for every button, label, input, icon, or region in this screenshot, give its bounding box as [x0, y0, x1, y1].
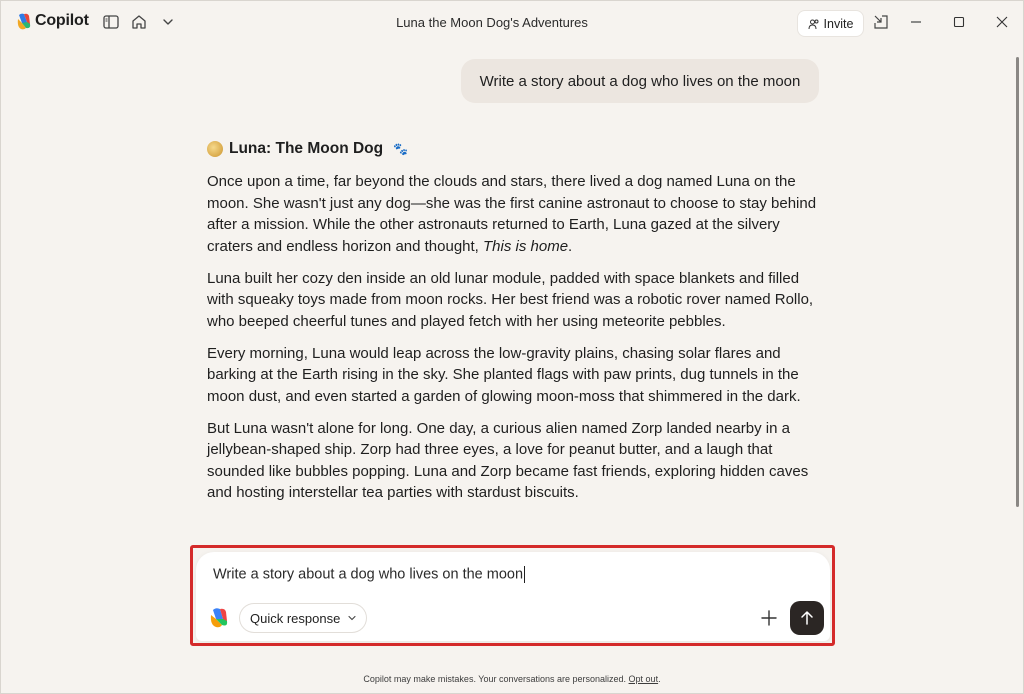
paw-print-icon: 🐾 — [393, 142, 409, 156]
disclaimer-footer — [1, 674, 1023, 684]
window-title: Luna the Moon Dog's Adventures — [396, 15, 588, 30]
response-paragraph-1-text: Once upon a time, far beyond the clouds and stars, there lived a dog named Luna on the moon. She wasn't just any dog—she was the first canine astronaut to choose to stay behind after a mission. While the other astronauts returned to Earth, Luna gazed at the silvery craters and endless horizon and thought, — [207, 173, 817, 255]
response-paragraph-1-italic: This is home — [483, 237, 569, 255]
user-message-text: Write a story about a dog who lives on the moon — [479, 72, 801, 90]
invite-people-icon — [808, 18, 820, 30]
disclaimer-text: Copilot may make mistakes. Your conversations are personalized. — [363, 674, 629, 684]
response-paragraph-2: Luna built her cozy den inside an old lunar module, padded with space blankets and filled with squeaky toys made from moon rocks. Her best friend was a robotic rover named Rollo, who beeped cheerful tunes and played fetch with her using meteorite pebbles. — [207, 269, 814, 330]
disclaimer-end: . — [658, 674, 661, 684]
user-message-bubble — [461, 59, 819, 103]
response-mode-label: Quick response — [250, 610, 341, 626]
response-paragraph-3: Every morning, Luna would leap across the low-gravity plains, chasing solar flares and barking at the Earth rising in the sky. She planted flags with paw prints, dug tunnels in the moon dust, and even started a garden of glowing moon-moss that shimmered in the dark. — [207, 344, 801, 405]
text-caret — [524, 566, 525, 583]
invite-button[interactable] — [798, 11, 863, 36]
invite-label: Invite — [823, 16, 854, 31]
response-paragraph-4: But Luna wasn't alone for long. One day, a curious alien named Zorp landed nearby in a jellybean-shaped ship. Zorp had three eyes, a love for peanut butter, and a laugh that sounded like bubbles popping. Luna and Zorp became fast friends, exploring hidden caves and hosting interstellar tea parties with stardust biscuits. — [207, 419, 809, 501]
moon-emoji-icon — [207, 141, 223, 157]
title-bar — [1, 1, 1023, 45]
app-name: Copilot — [35, 12, 89, 29]
assistant-response — [207, 137, 817, 514]
minimize-icon[interactable] — [908, 14, 924, 30]
scrollbar-thumb[interactable] — [1016, 57, 1019, 507]
response-title-text: Luna: The Moon Dog — [229, 140, 384, 157]
response-mode-dropdown[interactable] — [240, 604, 366, 632]
response-paragraph-1 — [207, 171, 817, 257]
message-input-text: Write a story about a dog who lives on the moon — [213, 566, 524, 583]
response-paragraph-1-end: . — [568, 237, 573, 255]
response-title — [207, 137, 817, 161]
maximize-icon[interactable] — [951, 14, 967, 30]
chevron-down-icon — [347, 613, 357, 623]
popout-icon[interactable] — [873, 14, 889, 30]
close-icon[interactable] — [994, 14, 1010, 30]
arrow-up-icon — [798, 609, 816, 627]
copilot-mode-icon[interactable] — [209, 607, 231, 629]
add-attachment-icon[interactable] — [759, 608, 779, 628]
opt-out-link[interactable]: Opt out — [628, 674, 659, 684]
send-button[interactable] — [790, 601, 824, 635]
message-input[interactable] — [213, 566, 753, 586]
